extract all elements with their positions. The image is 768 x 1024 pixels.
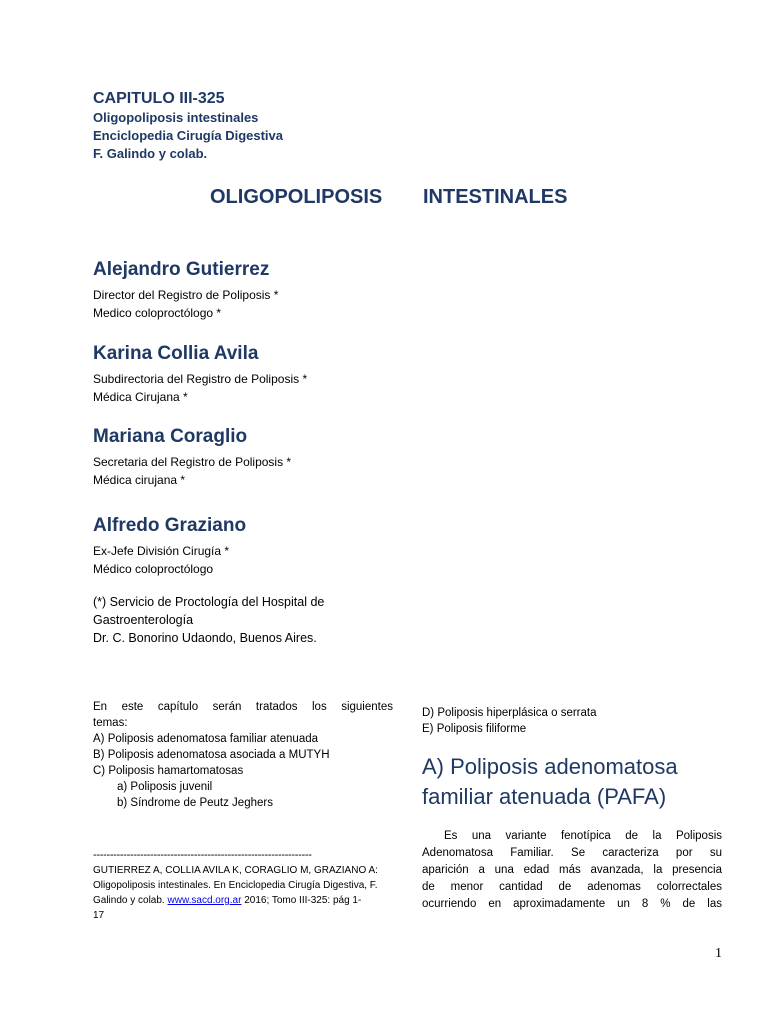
topics-list xyxy=(93,699,393,811)
topic-item: E) Poliposis filiforme xyxy=(422,723,527,735)
body-line: ocurriendo en aproximadamente un 8 % de las xyxy=(422,898,722,910)
topic-item: A) Poliposis adenomatosa familiar atenuada xyxy=(93,733,319,745)
footnote-rule: ----------------------------------------------------------------- xyxy=(93,849,312,861)
body-line: de menor cantidad de adenomas colorrectales xyxy=(422,881,722,893)
topic-item: B) Poliposis adenomatosa asociada a MUTYH xyxy=(93,749,330,761)
topic-subitem: b) Síndrome de Peutz Jeghers xyxy=(117,797,273,809)
affiliation-line: Gastroenterología xyxy=(93,613,194,627)
topics-list-continued xyxy=(422,705,722,737)
author-block xyxy=(93,514,246,578)
citation-footnote xyxy=(93,848,393,923)
author-role: Subdirectoria del Registro de Poliposis * xyxy=(93,372,308,386)
author-name: Alejandro Gutierrez xyxy=(93,259,270,280)
section-heading xyxy=(422,752,722,812)
sacd-link[interactable]: www.sacd.org.ar xyxy=(167,895,242,906)
author-name: Mariana Coraglio xyxy=(93,426,248,447)
author-specialty: Medico coloproctólogo * xyxy=(93,306,222,320)
topics-intro: En este capítulo serán tratados los siguientes xyxy=(93,701,393,713)
body-line: aparición a una edad más avanzada, la presencia xyxy=(422,864,722,876)
document-title-word-1: OLIGOPOLIPOSIS xyxy=(210,186,383,208)
citation-line xyxy=(93,893,393,908)
section-body xyxy=(422,828,722,913)
topic-item: C) Poliposis hamartomatosas xyxy=(93,765,244,777)
author-name: Karina Collia Avila xyxy=(93,343,259,364)
affiliation-note xyxy=(93,593,393,647)
chapter-header xyxy=(93,88,283,163)
chapter-subtitle: Oligopoliposis intestinales xyxy=(93,110,259,125)
author-block xyxy=(93,258,278,322)
document-title-word-2: INTESTINALES xyxy=(423,186,568,208)
body-line: Adenomatosa Familiar. Se caracteriza por su xyxy=(422,847,722,859)
topics-intro-end: temas: xyxy=(93,717,128,729)
citation-text: Galindo y colab. xyxy=(93,895,168,906)
citation-line: Oligopoliposis intestinales. En Enciclopedia Cirugía Digestiva, F. xyxy=(93,880,378,891)
section-heading-line: familiar atenuada (PAFA) xyxy=(422,784,667,809)
author-specialty: Médico coloproctólogo xyxy=(93,562,214,576)
topic-item: D) Poliposis hiperplásica o serrata xyxy=(422,707,597,719)
topic-subitem: a) Poliposis juvenil xyxy=(117,781,213,793)
author-block xyxy=(93,342,307,406)
author-role: Ex-Jefe División Cirugía * xyxy=(93,544,230,558)
author-role: Director del Registro de Poliposis * xyxy=(93,288,279,302)
chapter-label: CAPITULO III-325 xyxy=(93,90,225,107)
citation-line: GUTIERREZ A, COLLIA AVILA K, CORAGLIO M, GRAZIANO A: xyxy=(93,865,378,876)
section-heading-line: A) Poliposis adenomatosa xyxy=(422,754,678,779)
affiliation-line: Dr. C. Bonorino Udaondo, Buenos Aires. xyxy=(93,631,317,645)
author-name: Alfredo Graziano xyxy=(93,515,247,536)
author-specialty: Médica cirujana * xyxy=(93,473,186,487)
author-specialty: Médica Cirujana * xyxy=(93,390,188,404)
author-role: Secretaria del Registro de Poliposis * xyxy=(93,455,292,469)
affiliation-line: (*) Servicio de Proctología del Hospital de xyxy=(93,595,325,609)
encyclopedia-name: Enciclopedia Cirugía Digestiva xyxy=(93,128,283,143)
citation-line: 17 xyxy=(93,910,105,921)
page-number: 1 xyxy=(715,946,722,961)
citation-text: 2016; Tomo III-325: pág 1- xyxy=(241,895,362,906)
body-line: Es una variante fenotípica de la Poliposis xyxy=(444,830,722,842)
editor-line: F. Galindo y colab. xyxy=(93,146,208,161)
author-block xyxy=(93,425,291,489)
